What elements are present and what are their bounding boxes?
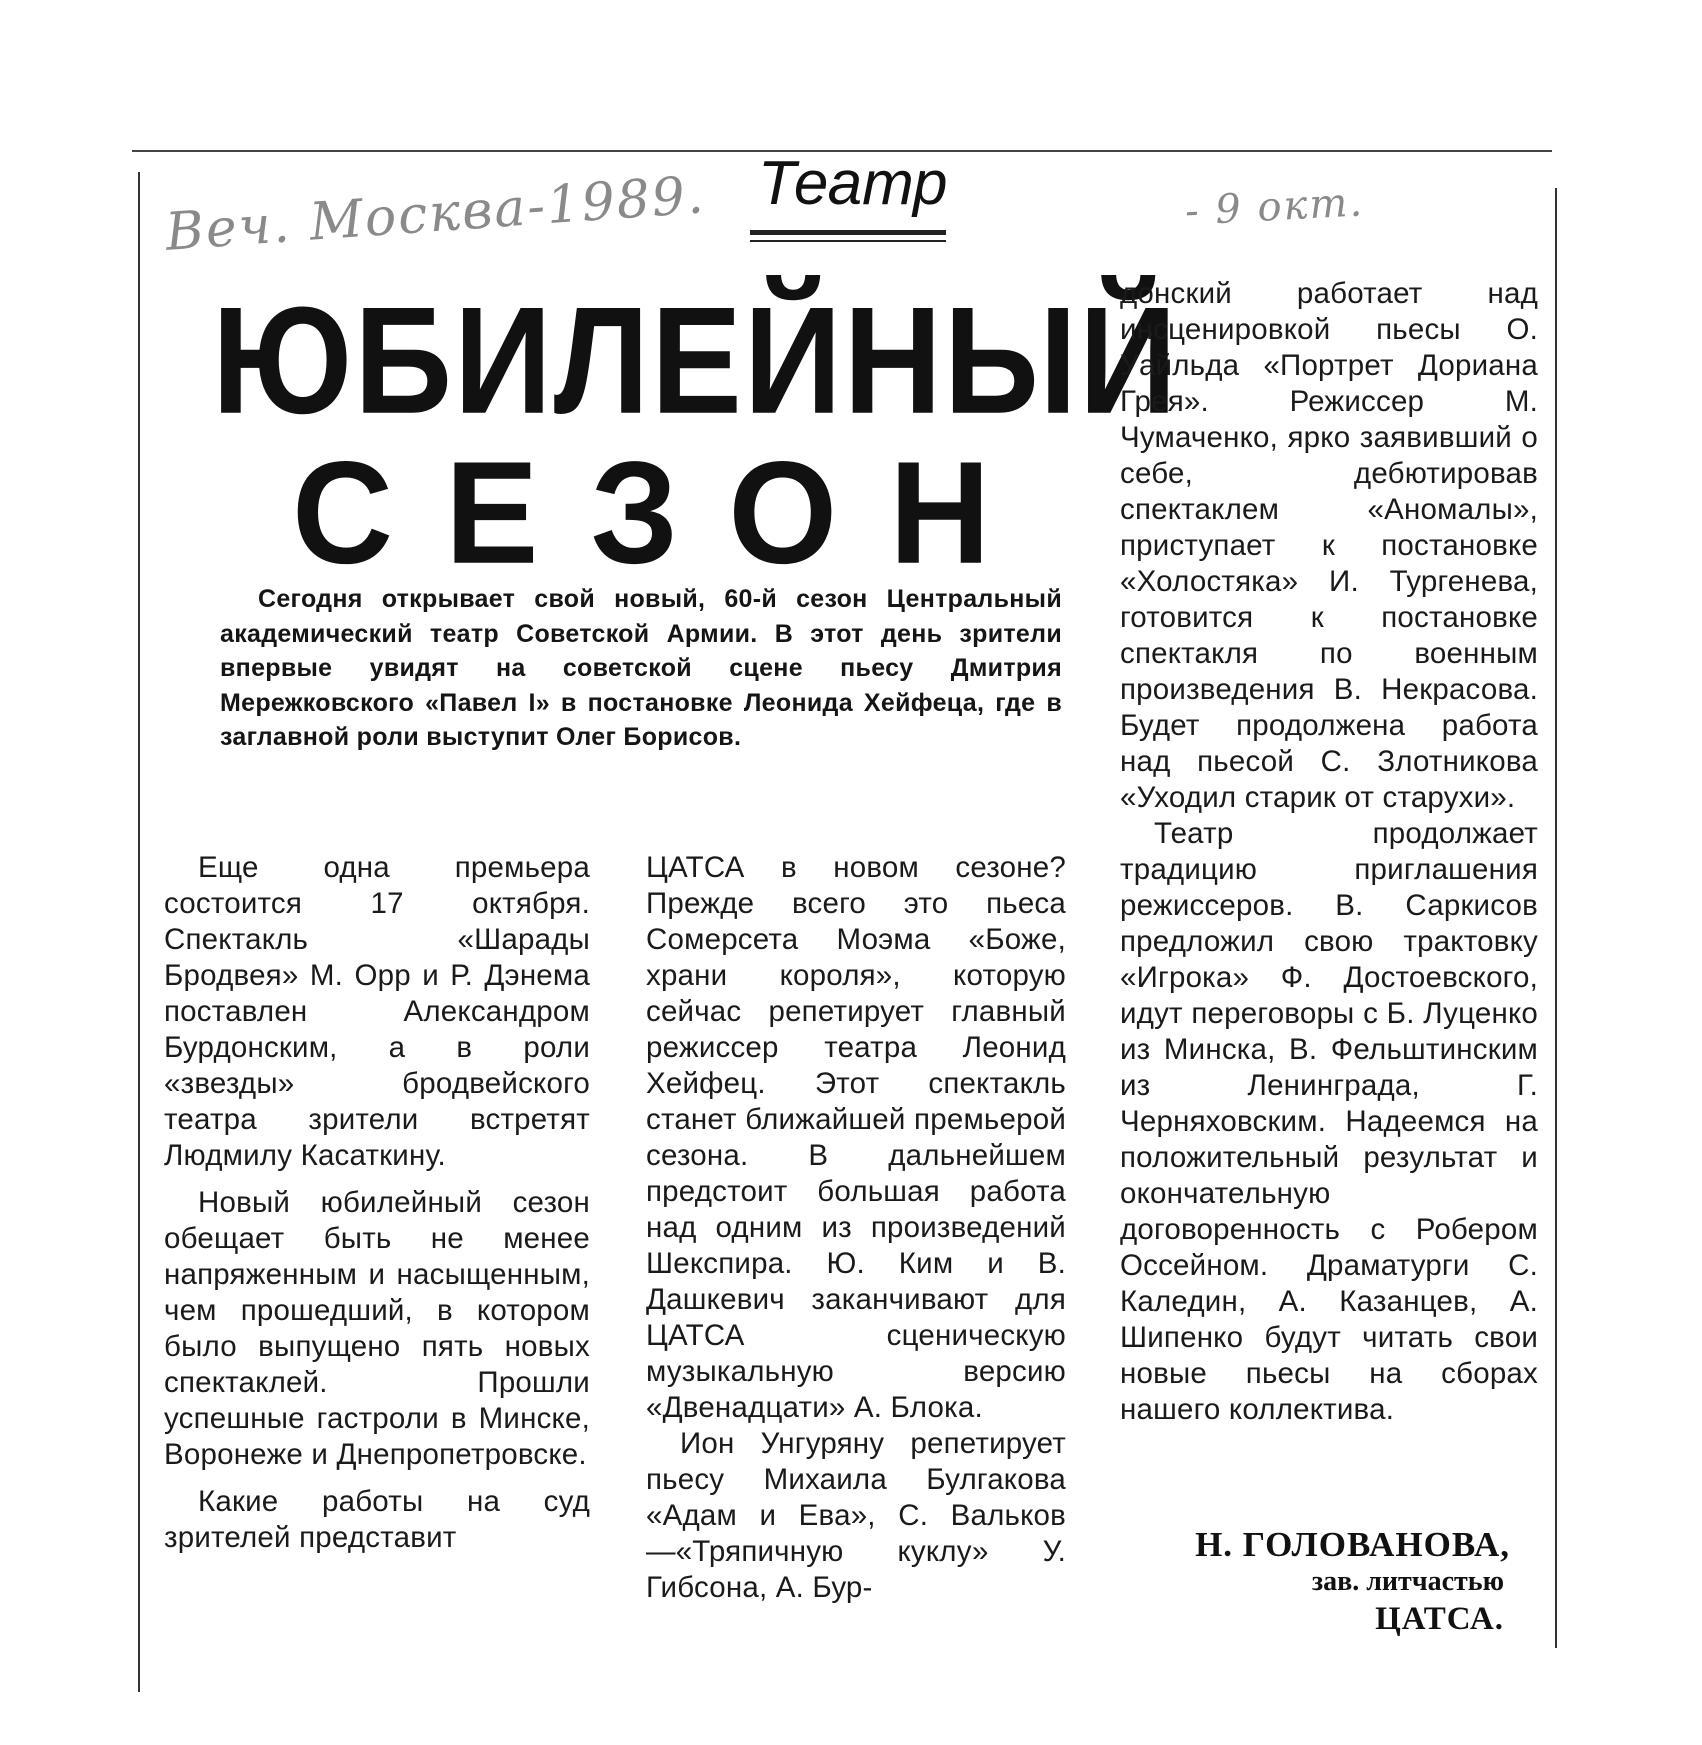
column-2-paragraph-2: Ион Унгуряну репетирует пьесу Михаила Булгакова «Адам и Ева», С. Вальков—«Тряпичную куклу» У. Гибсона, А. Бур- (646, 1427, 1066, 1604)
clipping-border-left (138, 172, 140, 1692)
rubric-underline (750, 230, 946, 235)
column-3-paragraph-1: донский работает над инсценировкой пьесы О. Уайльда «Портрет Дориана Грея». Режиссер М. Чумаченко, ярко заявивший о себе, дебютировав спектаклем «Аномалы», приступает к постановке «Холостяка» И. Тургенева, готовится к постановке спектакля по военным произведения В. Некрасова. Будет продолжена работа над пьесой С. Злотникова «Уходил старик от старухи». (1120, 277, 1538, 814)
lead-paragraph: Сегодня открывает свой новый, 60-й сезон Центральный академический театр Советской Армии. В этот день зрители впервые увидят на советской сцене пьесу Дмитрия Мережковского «Павел I» в постановке Леонида Хейфеца, где в заглавной роли выступит Олег Борисов. (220, 585, 1062, 751)
author-organization: ЦАТСА. (1375, 1601, 1504, 1637)
section-rubric: Театр (758, 149, 948, 218)
author-role: зав. литчастью (1311, 1566, 1504, 1597)
headline-line-2: СЕЗОН (292, 430, 1043, 594)
author-signature (1110, 1525, 1510, 1639)
column-2-paragraph-1: ЦАТСА в новом сезоне? Прежде всего это пьеса Сомерсета Моэма «Боже, храни короля», которую сейчас репетирует главный режиссер театра Леонид Хейфец. Этот спектакль станет ближайшей премьерой сезона. В дальнейшем предстоит большая работа над одним из произведений Шекспира. Ю. Ким и В. Дашкевич заканчивают для ЦАТСА сценическую музыкальную версию «Двенадцати» А. Блока. (646, 851, 1066, 1424)
article-column-2 (646, 850, 1066, 1606)
column-1-paragraph-2: Новый юбилейный сезон обещает быть не менее напряженным и насыщенным, чем прошедший, в котором было выпущено пять новых спектаклей. Прошли успешные гастроли в Минске, Воронеже и Днепропетровске. (164, 1186, 590, 1471)
handwritten-source-note: Веч. Москва-1989. (163, 165, 708, 263)
author-name: Н. ГОЛОВАНОВА, (1195, 1525, 1510, 1564)
column-3-paragraph-2: Театр продолжает традицию приглашения режиссеров. В. Саркисов предложил свою трактовку «Игрока» Ф. Достоевского, идут переговоры с Б. Луценко из Минска, В. Фельштинским из Ленинграда, Г. Черняховским. Надеемся на положительный результат и окончательную договоренность с Робером Оссейном. Драматурги С. Каледин, А. Казанцев, А. Шипенко будут читать свои новые пьесы на сборах нашего коллектива. (1120, 817, 1538, 1426)
headline-line-1: ЮБИЛЕЙНЫЙ (212, 275, 1179, 446)
clipping-border-right (1555, 188, 1557, 1648)
article-column-3 (1120, 276, 1538, 1428)
handwritten-date-note: - 9 окт. (1183, 179, 1366, 235)
column-1-paragraph-1: Еще одна премьера состоится 17 октября. Спектакль «Шарады Бродвея» М. Орр и Р. Дэнема поставлен Александром Бурдонским, а в роли «звезды» бродвейского театра зрители встретят Людмилу Касаткину. (164, 851, 590, 1172)
article-column-1 (164, 850, 590, 1556)
rubric-underline-thin (750, 240, 946, 242)
column-1-paragraph-3: Какие работы на суд зрителей представит (164, 1485, 590, 1554)
